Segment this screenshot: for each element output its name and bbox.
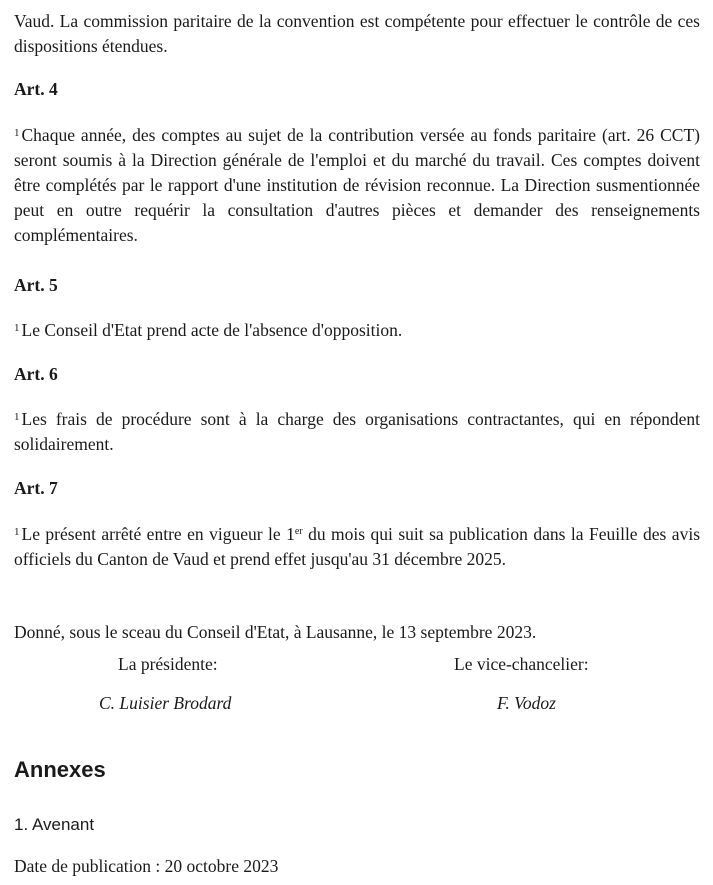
article-6-alinea-number: 1	[14, 411, 20, 423]
article-4-alinea-number: 1	[14, 127, 20, 139]
signature-right-name: F. Vodoz	[497, 693, 556, 713]
article-7-alinea-number: 1	[14, 526, 20, 538]
article-7-paragraph	[14, 522, 700, 572]
signature-left-name: C. Luisier Brodard	[99, 693, 232, 713]
article-6-paragraph	[14, 407, 700, 457]
article-5-alinea-number: 1	[14, 322, 20, 334]
article-5-text: Le Conseil d'Etat prend acte de l'absence d'opposition.	[21, 320, 403, 340]
article-4-text: Chaque année, des comptes au sujet de la contribution versée au fonds paritaire (art. 26 CCT) seront soumis à la Direction générale de l'emploi et du marché du travail. Ces comptes doivent être complétés par le rapport d'une institution de révision reconnue. La Direction susmentionnée peut en outre requérir la consultation d'autres pièces et demander des renseignements complémentaires.	[14, 125, 700, 245]
article-6-text: Les frais de procédure sont à la charge des organisations contractantes, qui en répondent solidairement.	[14, 409, 700, 454]
annexes-heading: Annexes	[14, 757, 106, 782]
given-under-seal: Donné, sous le sceau du Conseil d'Etat, à Lausanne, le 13 septembre 2023.	[14, 622, 537, 642]
article-7-ordinal-suffix: er	[294, 526, 303, 537]
article-4-title: Art. 4	[14, 79, 58, 99]
annex-item[interactable]: 1. Avenant	[14, 815, 95, 834]
intro-paragraph: Vaud. La commission paritaire de la convention est compétente pour effectuer le contrôle de ces dispositions étendues.	[14, 11, 700, 56]
article-4-paragraph	[14, 123, 700, 248]
article-6-title: Art. 6	[14, 364, 58, 384]
article-7-text-before: Le présent arrêté entre en vigueur le 1	[21, 524, 295, 544]
article-5-title: Art. 5	[14, 275, 58, 295]
signature-right-label: Le vice-chancelier:	[454, 654, 589, 674]
article-5-paragraph	[14, 318, 700, 343]
signature-left-label: La présidente:	[118, 654, 218, 674]
publication-date: Date de publication : 20 octobre 2023	[14, 856, 279, 876]
article-7-title: Art. 7	[14, 478, 58, 498]
article-7-text-after: du mois qui suit sa publication dans la Feuille des avis officiels du Canton de Vaud et prend effet jusqu'au 31 décembre 2025.	[14, 524, 701, 569]
